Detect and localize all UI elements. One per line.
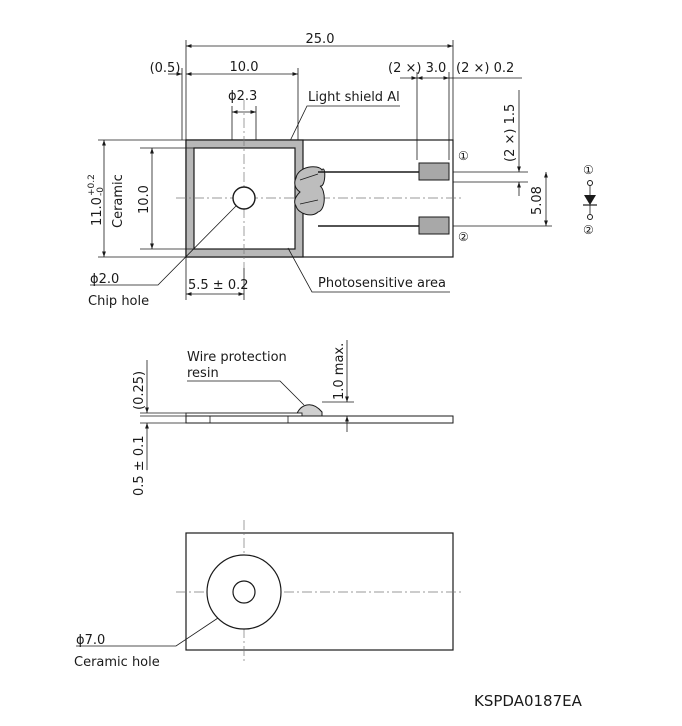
dim-window-height: 10.0 (137, 185, 152, 214)
dim-hole-offset: 5.5 ± 0.2 (188, 278, 249, 293)
dim-pin-width: (2 ×) 3.0 (388, 61, 447, 76)
label-wire-protection-line1: Wire protection (187, 350, 287, 365)
dim-chip-thickness: (0.25) (132, 370, 147, 410)
symbol-pin1: ① (583, 163, 594, 177)
ceramic-hole-inner (233, 581, 255, 603)
dim-ceramic-hole: ϕ7.0 (76, 633, 106, 648)
pin2-marker: ② (458, 230, 469, 244)
dim-resin-height: 1.0 max. (332, 342, 347, 400)
symbol-terminal-2 (588, 215, 593, 220)
pin-1-pad (419, 163, 449, 180)
label-chip-hole: Chip hole (88, 294, 150, 309)
label-ceramic: Ceramic (111, 174, 126, 228)
dim-height-ceramic-tol-minus: -0 (96, 187, 106, 196)
dim-pin-height: (2 ×) 1.5 (503, 103, 518, 162)
dim-pin-pitch: 5.08 (530, 186, 545, 215)
dim-left-offset: (0.5) (149, 61, 181, 76)
leader-light-shield (290, 106, 400, 141)
dim-window-width: 10.0 (229, 60, 259, 75)
chip-hole (233, 187, 255, 209)
label-ceramic-hole: Ceramic hole (74, 655, 160, 670)
dim-height-ceramic-tol-plus: +0.2 (87, 174, 97, 196)
bottom-view (74, 520, 462, 670)
label-photosensitive-area: Photosensitive area (318, 276, 447, 291)
dim-overall-length: 25.0 (305, 32, 335, 47)
side-view (132, 340, 453, 496)
symbol-pin2: ② (583, 223, 594, 237)
dim-chip-hole: ϕ2.0 (90, 272, 120, 287)
dim-pin-thickness: (2 ×) 0.2 (456, 61, 515, 76)
top-view (87, 32, 552, 309)
pin1-marker: ① (458, 149, 469, 163)
dim-height-ceramic-value: 11.0 (90, 197, 105, 226)
dim-height-ceramic (87, 174, 106, 226)
diode-triangle-icon (584, 195, 596, 205)
dim-window-center-hole: ϕ2.3 (228, 89, 258, 104)
label-light-shield: Light shield Al (308, 90, 400, 105)
leader-wire-protection (187, 381, 304, 405)
label-wire-protection-line2: resin (187, 366, 219, 381)
diode-symbol (583, 163, 597, 237)
dim-substrate-thickness: 0.5 ± 0.1 (132, 435, 147, 496)
pin-2-pad (419, 217, 449, 234)
substrate-side (186, 416, 453, 423)
symbol-terminal-1 (588, 181, 593, 186)
drawing-code: KSPDA0187EA (474, 692, 582, 710)
wire-protection-resin-top (295, 167, 325, 215)
